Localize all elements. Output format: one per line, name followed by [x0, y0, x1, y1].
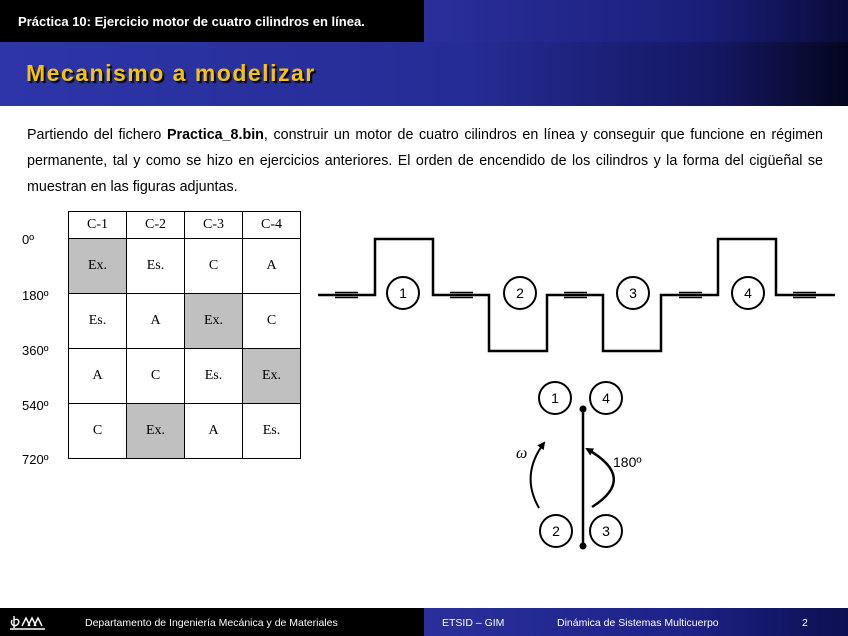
- footer-course: Dinámica de Sistemas Multicuerpo: [557, 617, 719, 629]
- omega-arrow: [531, 443, 544, 508]
- angle-label-180: 180º: [22, 288, 49, 303]
- table-cell: C: [127, 349, 185, 404]
- table-cell: C: [243, 294, 301, 349]
- table-cell: C: [69, 404, 127, 459]
- intro-text-end: , construir un motor de cuatro cilindros en línea y conseguir que funcione en régimen permanente, tal y como se hizo en ejercicios anteriores. El orden de encendido de los cilindros y la forma del cigüeñal se muestran en las figuras adjuntas.: [27, 127, 824, 195]
- department-logo-icon: [8, 612, 48, 632]
- cylinder-4-label: 4: [744, 285, 752, 301]
- crank-bottom-dot: [580, 543, 587, 550]
- crank-label-4: 4: [602, 390, 610, 406]
- table-cell: A: [127, 294, 185, 349]
- intro-text-start: Partiendo del fichero: [27, 127, 167, 143]
- table-cell: A: [243, 239, 301, 294]
- crank-label-1: 1: [551, 390, 559, 406]
- footer-school: ETSID – GIM: [442, 617, 505, 629]
- rotation-180-arrow: [587, 449, 614, 507]
- rotation-180-label: 180º: [613, 454, 642, 470]
- column-header: C-4: [243, 212, 301, 239]
- cylinder-3-label: 3: [629, 285, 637, 301]
- angle-label-0: 0º: [22, 232, 34, 247]
- intro-filename: Practica_8.bin: [166, 127, 264, 143]
- column-header: C-1: [69, 212, 127, 239]
- crank-top-dot: [580, 406, 587, 413]
- crank-angle-diagram: [516, 382, 641, 550]
- footer-department: Departamento de Ingeniería Mecánica y de Materiales: [85, 617, 338, 629]
- crank-label-3: 3: [602, 523, 610, 539]
- table-cell: Ex.: [127, 404, 185, 459]
- column-header: C-3: [185, 212, 243, 239]
- table-cell: A: [69, 349, 127, 404]
- table-cell: C: [185, 239, 243, 294]
- section-title: Mecanismo a modelizar: [26, 60, 316, 86]
- table-cell: Es.: [127, 239, 185, 294]
- footer: [0, 608, 848, 636]
- table-cell: Ex.: [243, 349, 301, 404]
- omega-label: ω: [516, 445, 528, 462]
- page-number: 2: [802, 617, 808, 629]
- cylinder-1-label: 1: [399, 285, 407, 301]
- crank-label-2: 2: [552, 523, 560, 539]
- table-cell: Es.: [185, 349, 243, 404]
- angle-label-540: 540º: [22, 398, 49, 413]
- table-cell: A: [185, 404, 243, 459]
- table-cell: Ex.: [185, 294, 243, 349]
- angle-label-720: 720º: [22, 452, 49, 467]
- practice-title: Práctica 10: Ejercicio motor de cuatro cilindros en línea.: [18, 14, 365, 29]
- angle-label-360: 360º: [22, 343, 49, 358]
- table-cell: Ex.: [69, 239, 127, 294]
- column-header: C-2: [127, 212, 185, 239]
- table-cell: Es.: [243, 404, 301, 459]
- cylinder-2-label: 2: [516, 285, 524, 301]
- table-cell: Es.: [69, 294, 127, 349]
